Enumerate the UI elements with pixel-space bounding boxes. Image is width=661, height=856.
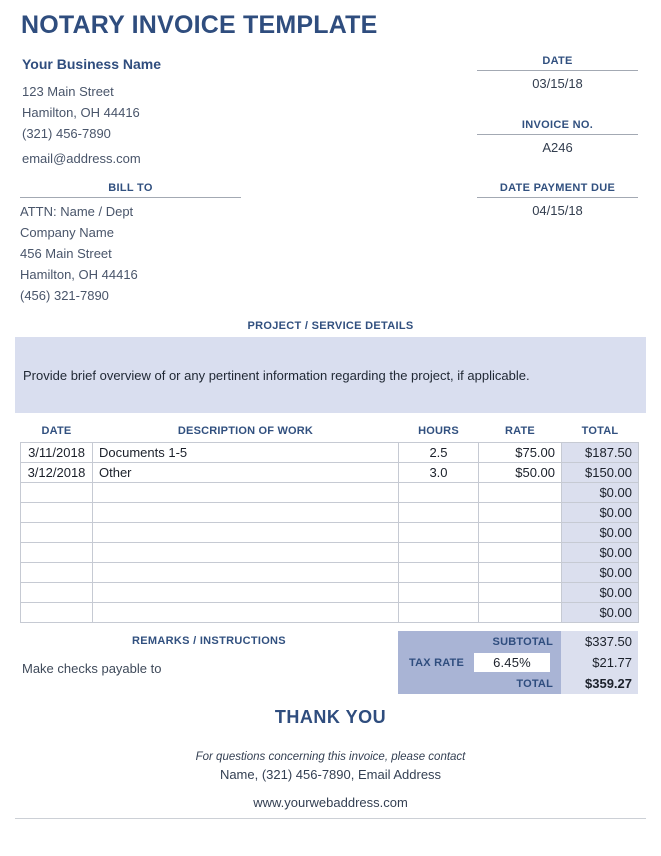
cell-description	[93, 602, 399, 622]
cell-total: $0.00	[562, 602, 639, 622]
invoice-number-group	[477, 119, 638, 155]
cell-description: Documents 1-5	[93, 442, 399, 462]
col-header-date: DATE	[41, 425, 72, 438]
cell-hours	[399, 522, 479, 542]
table-row	[21, 582, 639, 602]
cell-date: 3/12/2018	[21, 462, 93, 482]
bill-to-city: Hamilton, OH 44416	[20, 267, 138, 282]
cell-total: $0.00	[562, 542, 639, 562]
cell-description: Other	[93, 462, 399, 482]
cell-date	[21, 502, 93, 522]
remarks-label: REMARKS / INSTRUCTIONS	[132, 635, 286, 647]
cell-date	[21, 522, 93, 542]
total-row	[398, 673, 638, 694]
payment-due-label: DATE PAYMENT DUE	[477, 182, 638, 198]
cell-hours	[399, 542, 479, 562]
tax-rate-label: TAX RATE	[409, 656, 464, 669]
total-value: $359.27	[561, 673, 638, 694]
business-name: Your Business Name	[22, 56, 162, 72]
cell-hours: 2.5	[399, 442, 479, 462]
total-label: TOTAL	[398, 673, 561, 694]
bill-to-company: Company Name	[20, 225, 114, 240]
col-header-rate: RATE	[505, 425, 535, 438]
cell-rate	[479, 522, 562, 542]
project-overview-text: Provide brief overview of or any pertinent information regarding the project, if applicable.	[23, 367, 530, 383]
cell-description	[93, 562, 399, 582]
payment-due-group	[477, 182, 638, 218]
subtotal-label: SUBTOTAL	[398, 631, 561, 652]
table-row	[21, 602, 639, 622]
cell-total: $187.50	[562, 442, 639, 462]
cell-total: $0.00	[562, 582, 639, 602]
cell-date	[21, 562, 93, 582]
cell-rate	[479, 602, 562, 622]
tax-amount-value: $21.77	[561, 652, 638, 673]
cell-hours	[399, 502, 479, 522]
table-row	[21, 462, 639, 482]
cell-date	[21, 602, 93, 622]
cell-date	[21, 582, 93, 602]
cell-total: $0.00	[562, 502, 639, 522]
cell-hours	[399, 562, 479, 582]
project-details-box[interactable]	[15, 337, 646, 413]
cell-description	[93, 482, 399, 502]
table-row	[21, 442, 639, 462]
footer-contact-details: Name, (321) 456-7890, Email Address	[219, 767, 442, 782]
cell-total: $150.00	[562, 462, 639, 482]
table-row	[21, 562, 639, 582]
bill-to-section	[20, 182, 241, 306]
table-row	[21, 522, 639, 542]
invoice-number-label: INVOICE NO.	[477, 119, 638, 135]
cell-rate: $75.00	[479, 442, 562, 462]
cell-total: $0.00	[562, 522, 639, 542]
tax-rate-row	[398, 652, 638, 673]
bill-to-attn: ATTN: Name / Dept	[20, 204, 134, 219]
cell-date: 3/11/2018	[21, 442, 93, 462]
cell-hours	[399, 582, 479, 602]
cell-description	[93, 502, 399, 522]
invoice-date-group	[477, 55, 638, 91]
invoice-number-value: A246	[542, 140, 573, 155]
project-details-label: PROJECT / SERVICE DETAILS	[247, 320, 414, 332]
checks-payable-note: Make checks payable to	[22, 661, 162, 676]
cell-total: $0.00	[562, 562, 639, 582]
table-row	[21, 482, 639, 502]
page-title: NOTARY INVOICE TEMPLATE	[21, 11, 378, 39]
bill-to-phone: (456) 321-7890	[20, 288, 109, 303]
cell-rate: $50.00	[479, 462, 562, 482]
payment-due-value: 04/15/18	[532, 203, 583, 218]
cell-rate	[479, 482, 562, 502]
cell-description	[93, 522, 399, 542]
business-phone: (321) 456-7890	[22, 126, 111, 141]
cell-hours: 3.0	[399, 462, 479, 482]
invoice-date-label: DATE	[477, 55, 638, 71]
tax-rate-label-cell	[398, 652, 561, 673]
col-header-description: DESCRIPTION OF WORK	[177, 425, 314, 438]
subtotal-row	[398, 631, 638, 652]
cell-rate	[479, 542, 562, 562]
table-row	[21, 502, 639, 522]
cell-rate	[479, 562, 562, 582]
footer-contact-note: For questions concerning this invoice, please contact	[195, 751, 466, 763]
work-table	[20, 421, 639, 623]
cell-hours	[399, 482, 479, 502]
footer-website: www.yourwebaddress.com	[253, 795, 408, 810]
footer-divider	[15, 818, 646, 819]
cell-date	[21, 482, 93, 502]
col-header-total: TOTAL	[581, 425, 619, 438]
cell-description	[93, 582, 399, 602]
cell-date	[21, 542, 93, 562]
table-row	[21, 542, 639, 562]
thank-you-text: THANK YOU	[274, 707, 387, 727]
bill-to-label: BILL TO	[20, 182, 241, 198]
cell-rate	[479, 502, 562, 522]
business-address-line1: 123 Main Street	[22, 84, 114, 99]
cell-rate	[479, 582, 562, 602]
subtotal-value: $337.50	[561, 631, 638, 652]
business-email: email@address.com	[22, 151, 141, 166]
bill-to-street: 456 Main Street	[20, 246, 112, 261]
invoice-date-value: 03/15/18	[532, 76, 583, 91]
cell-total: $0.00	[562, 482, 639, 502]
business-address-line2: Hamilton, OH 44416	[22, 105, 140, 120]
summary-section	[398, 631, 638, 694]
cell-hours	[399, 602, 479, 622]
work-table-header-row	[21, 421, 639, 442]
col-header-hours: HOURS	[418, 425, 459, 438]
business-info	[22, 56, 161, 169]
cell-description	[93, 542, 399, 562]
work-table-body	[21, 442, 639, 622]
tax-rate-input[interactable]: 6.45%	[474, 653, 550, 672]
